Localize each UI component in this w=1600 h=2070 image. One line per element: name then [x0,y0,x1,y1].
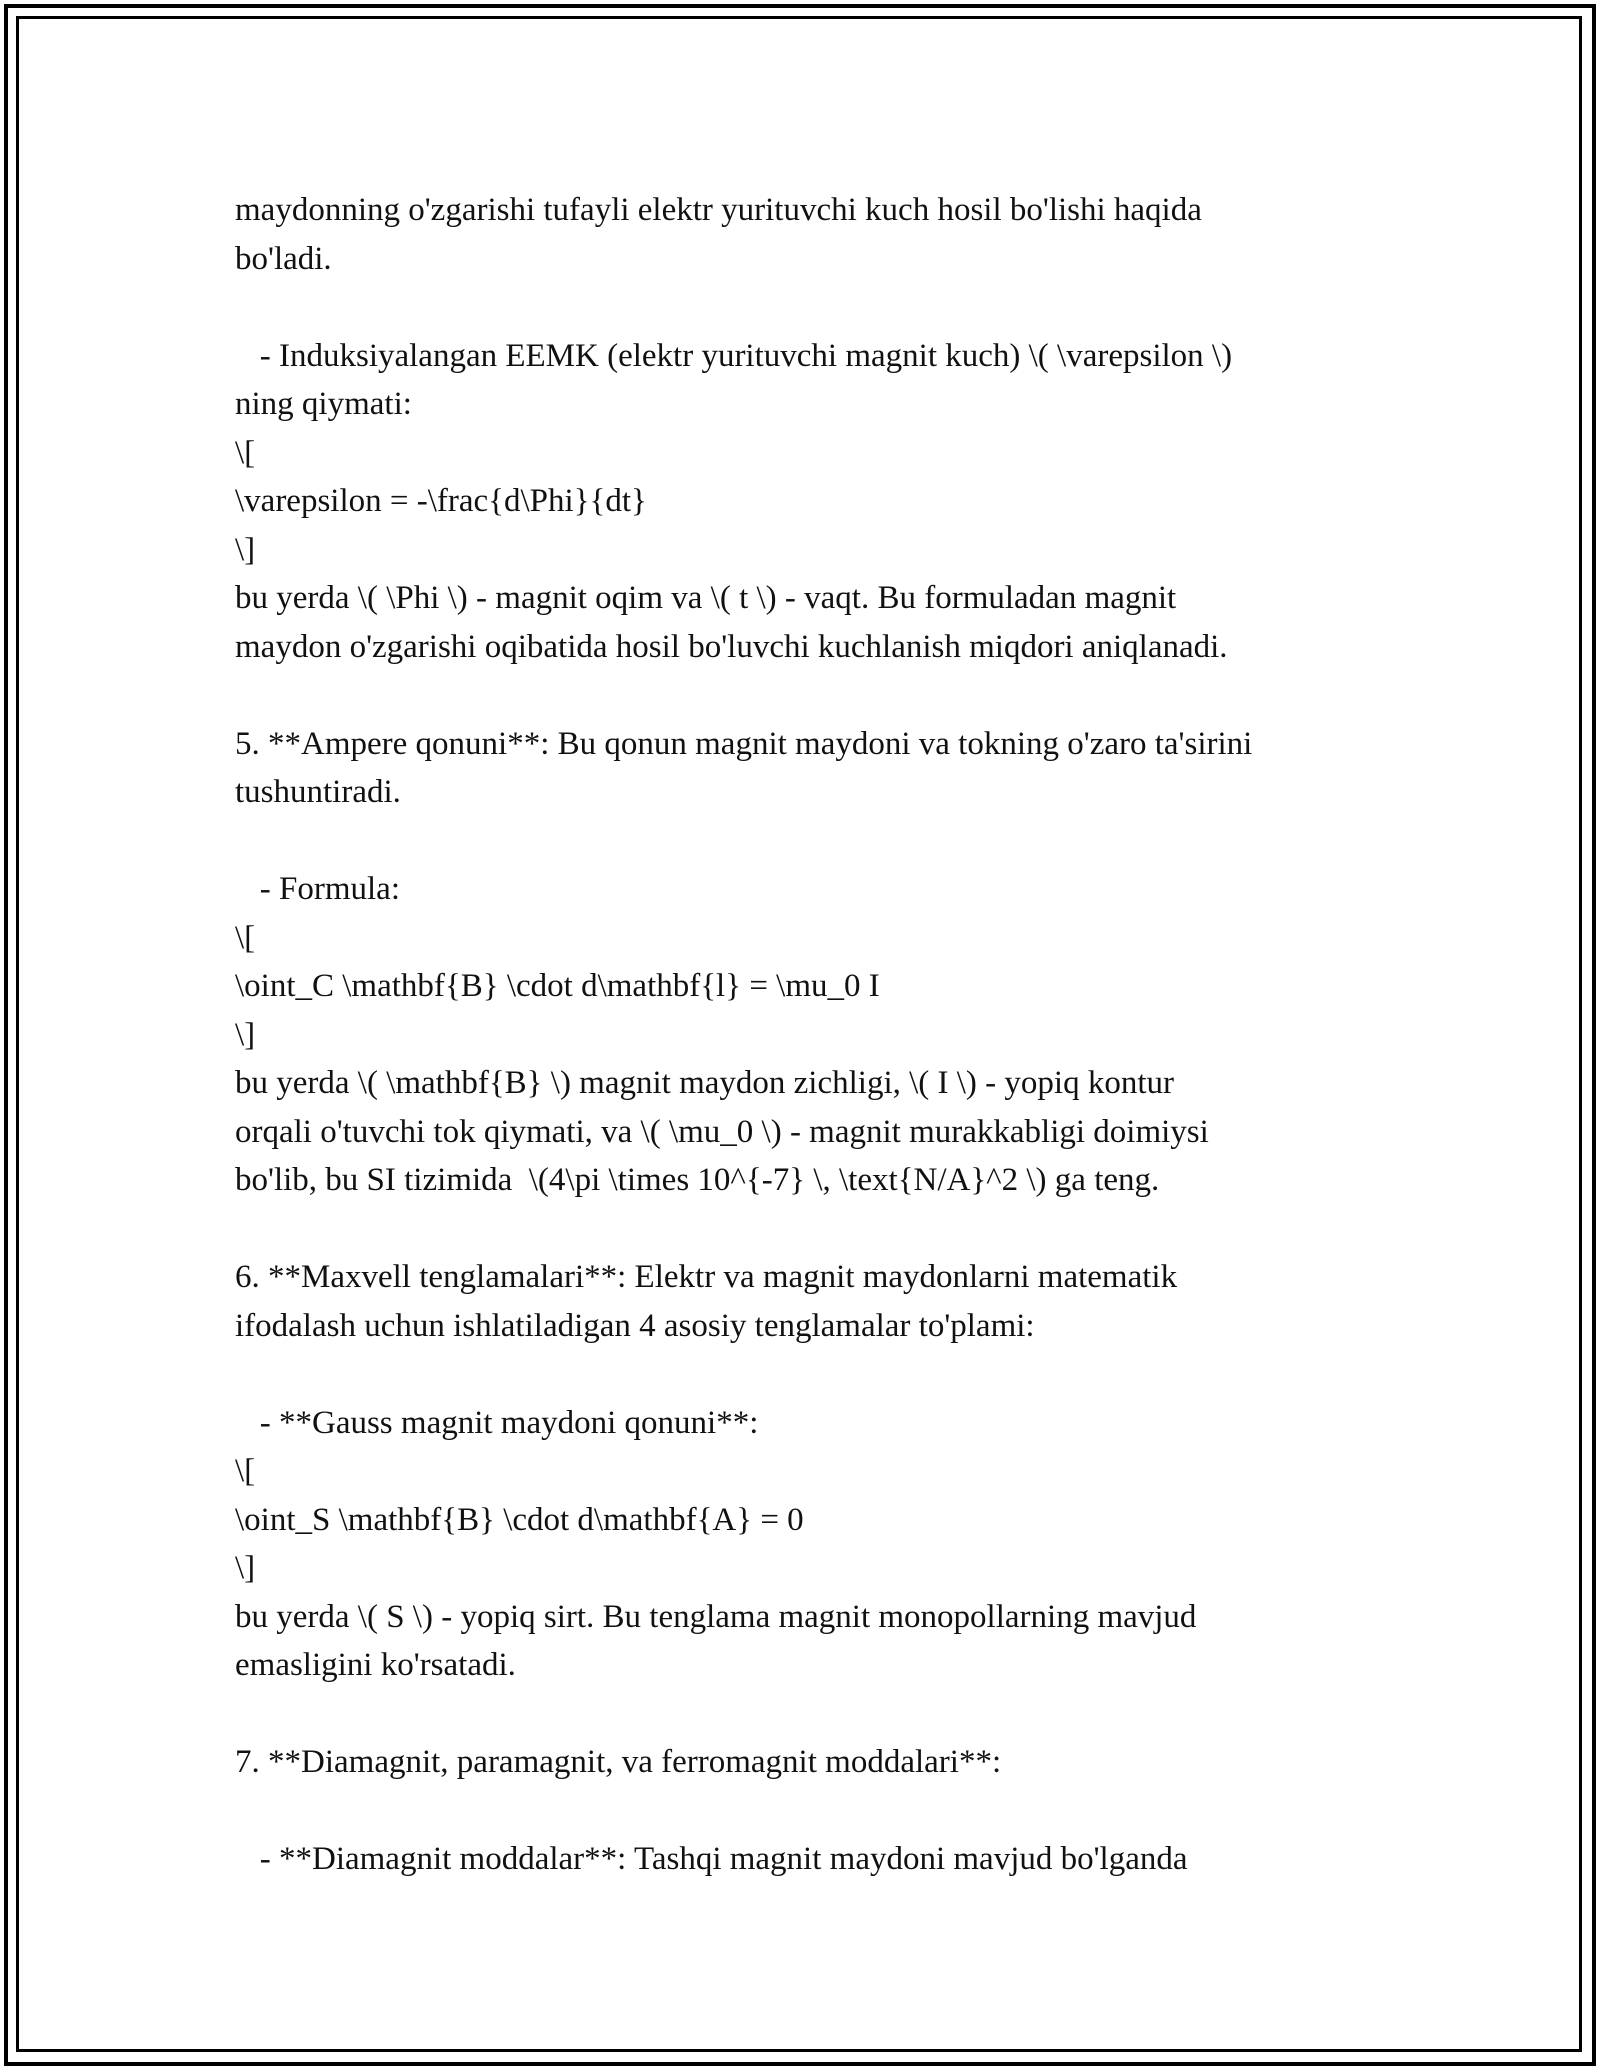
text-line: \[ [235,1453,256,1489]
blank-line [235,671,1415,720]
text-line: bo'lib, bu SI tizimida \(4\pi \times 10^{-7} \, \text{N/A}^2 \) ga teng. [235,1162,1160,1198]
text-line: bu yerda \( \Phi \) - magnit oqim va \( t \) - vaqt. Bu formuladan magnit [235,580,1177,616]
blank-line [235,1350,1415,1399]
text-line: emasligini ko'rsatadi. [235,1647,516,1683]
text-line: \varepsilon = -\frac{d\Phi}{dt} [235,483,647,519]
text-line: \] [235,1016,256,1053]
text-line: - Induksiyalangan EEMK (elektr yurituvchi magnit kuch) \( \varepsilon \) [235,337,1233,374]
blank-line [235,1205,1415,1254]
blank-line [235,283,1415,332]
text-line: - Formula: [235,871,400,907]
text-line: \[ [235,434,256,471]
text-line: \] [235,531,256,568]
blank-line [235,1787,1415,1836]
text-line: 7. **Diamagnit, paramagnit, va ferromagnit moddalari**: [235,1744,1002,1780]
text-line: - **Diamagnit moddalar**: Tashqi magnit maydoni mavjud bo'lganda [235,1841,1188,1877]
text-line: \oint_C \mathbf{B} \cdot d\mathbf{l} = \mu_0 I [235,968,880,1004]
text-line: 5. **Ampere qonuni**: Bu qonun magnit maydoni va tokning o'zaro ta'sirini [235,725,1253,762]
text-line: \] [235,1550,256,1586]
blank-line [235,1690,1415,1739]
text-line: bu yerda \( S \) - yopiq sirt. Bu tenglama magnit monopollarning mavjud [235,1598,1197,1635]
blank-line [235,817,1415,866]
text-line: \oint_S \mathbf{B} \cdot d\mathbf{A} = 0 [235,1501,804,1538]
text-line: bo'ladi. [235,240,332,277]
text-line: ifodalash uchun ishlatiladigan 4 asosiy tenglamalar to'plami: [235,1307,1035,1344]
text-line: maydon o'zgarishi oqibatida hosil bo'luvchi kuchlanish miqdori aniqlanadi. [235,628,1228,665]
text-line: tushuntiradi. [235,774,401,810]
text-line: \[ [235,919,256,956]
text-line: orqali o'tuvchi tok qiymati, va \( \mu_0 \) - magnit murakkabligi doimiysi [235,1113,1209,1150]
text-line: maydonning o'zgarishi tufayli elektr yurituvchi kuch hosil bo'lishi haqida [235,192,1202,228]
text-line: bu yerda \( \mathbf{B} \) magnit maydon zichligi, \( I \) - yopiq kontur [235,1065,1174,1101]
text-line: 6. **Maxvell tenglamalari**: Elektr va magnit maydonlarni matematik [235,1259,1178,1295]
document-body [235,186,1415,1884]
text-line: ning qiymati: [235,386,412,422]
text-line: - **Gauss magnit maydoni qonuni**: [235,1404,759,1441]
